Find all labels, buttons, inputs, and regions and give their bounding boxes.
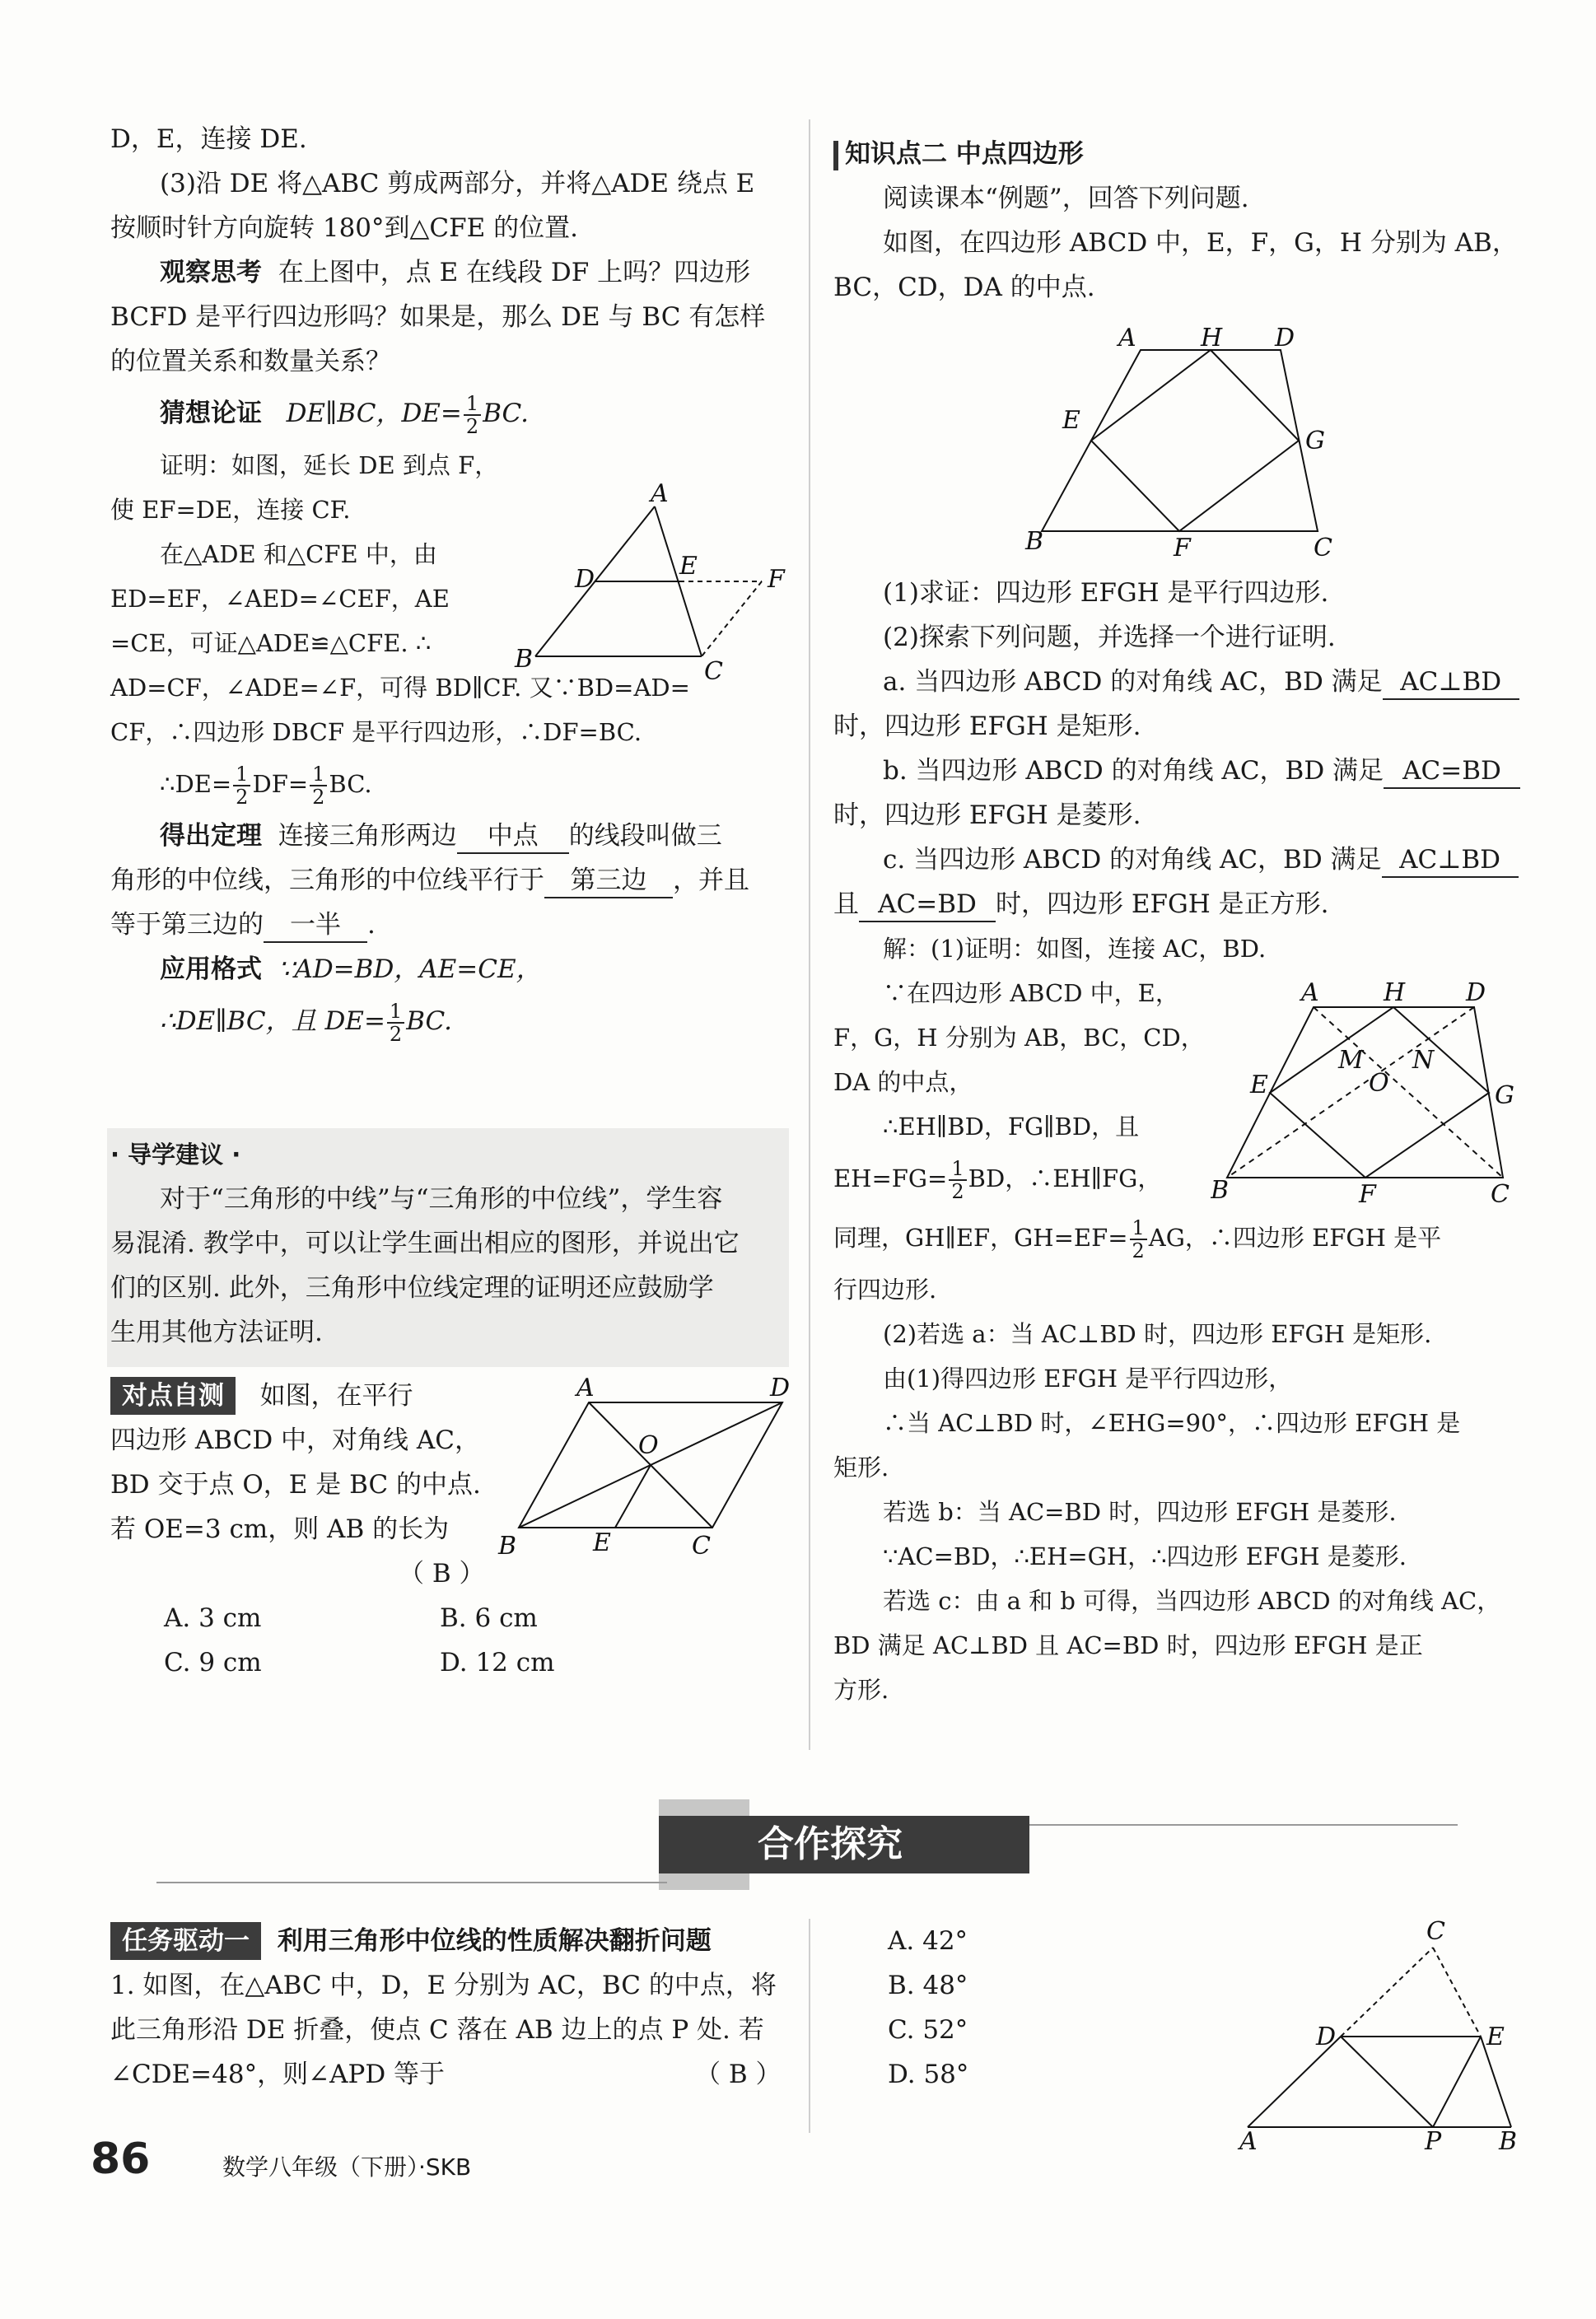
tip-line: 们的区别. 此外，三角形中位线定理的证明还应鼓励学 (110, 1273, 714, 1303)
text-line: 方形. (833, 1676, 889, 1704)
text-line: 矩形. (833, 1453, 889, 1481)
text-line: (3)沿 DE 将△ABC 剪成两部分，并将△ADE 绕点 E (160, 169, 755, 198)
label-G: G (1495, 1081, 1514, 1110)
answer-blank: 第三边 (544, 864, 673, 898)
label-E: E (1250, 1071, 1268, 1099)
fold-triangle-figure (1235, 1915, 1540, 2153)
answer: （ B ） (399, 1559, 485, 1589)
text-line: (2)若选 a：当 AC⊥BD 时，四边形 EFGH 是矩形. (883, 1320, 1432, 1348)
text: BD，∴EH∥FG， (968, 1164, 1162, 1192)
book-title: 数学八年级（下册）·SKB (222, 2153, 472, 2181)
text-line: (1)求证：四边形 EFGH 是平行四边形. (883, 578, 1329, 608)
text-line: BCFD 是平行四边形吗？如果是，那么 DE 与 BC 有怎样 (110, 302, 766, 332)
text: DF= (252, 770, 309, 798)
column-divider (809, 119, 810, 1750)
answer-blank: AC=BD (1384, 754, 1520, 789)
text-line: BD 满足 AC⊥BD 且 AC=BD 时，四边形 EFGH 是正 (833, 1631, 1423, 1659)
text: ∠CDE=48°，则∠APD 等于 (110, 2060, 446, 2089)
text-line: DA 的中点， (833, 1068, 973, 1096)
text-line: ∴当 AC⊥BD 时，∠EHG=90°，∴四边形 EFGH 是 (883, 1409, 1461, 1437)
label-C: C (1491, 1180, 1510, 1209)
label-M: M (1338, 1046, 1364, 1075)
theorem-label: 得出定理 (160, 821, 262, 851)
text-line: 若 OE=3 cm，则 AB 的长为 (110, 1514, 450, 1544)
text-line: ∵AC=BD，∴EH=GH，∴四边形 EFGH 是菱形. (883, 1542, 1407, 1570)
text-line: 此三角形沿 DE 折叠，使点 C 落在 AB 边上的点 P 处. 若 (110, 2015, 764, 2045)
triangle-figure (511, 482, 799, 684)
label-E: E (593, 1528, 611, 1557)
label-A: A (651, 482, 669, 508)
option-c: C. 52° (888, 2015, 968, 2045)
text: 同理，GH∥EF，GH=EF= (833, 1224, 1128, 1252)
label-B: B (1499, 2127, 1518, 2153)
answer: （ B ） (695, 2060, 782, 2089)
tip-line: 对于“三角形的中线”与“三角形的中位线”，学生容 (160, 1184, 723, 1214)
tip-line: 生用其他方法证明. (110, 1318, 323, 1347)
label-F: F (1174, 534, 1191, 562)
label-B: B (498, 1532, 517, 1561)
label-D: D (1466, 978, 1486, 1007)
task-options (888, 1919, 1052, 2097)
tip-content (110, 1132, 786, 1355)
text-line: 的位置关系和数量关系？ (110, 347, 391, 376)
text-line: CF，∴四边形 DBCF 是平行四边形，∴DF=BC. (110, 718, 642, 746)
text-line: F，G，H 分别为 AB，BC，CD， (833, 1024, 1205, 1052)
text-line: 若选 b：当 AC=BD 时，四边形 EFGH 是菱形. (883, 1498, 1397, 1526)
tip-line: 易混淆. 教学中，可以让学生画出相应的图形，并说出它 (110, 1229, 740, 1258)
label-G: G (1305, 427, 1325, 455)
label-C: C (1426, 1917, 1445, 1946)
parallelogram-figure (494, 1371, 799, 1565)
text: AG，∴四边形 EFGH 是平 (1148, 1224, 1442, 1252)
text: ∴DE= (160, 770, 232, 798)
fraction: $\frac{1}{2}$ (233, 763, 250, 808)
text: DE∥BC，DE= (286, 399, 462, 428)
answer-blank: 中点 (457, 819, 569, 854)
label-H: H (1201, 324, 1223, 352)
guess-label: 猜想论证 (160, 399, 262, 428)
text: 的线段叫做三 (568, 821, 722, 851)
text-line: 按顺时针方向旋转 180°到△CFE 的位置. (110, 213, 578, 243)
tip-title: · 导学建议 · (110, 1141, 241, 1169)
label-F: F (1359, 1180, 1376, 1209)
text: BC. (483, 399, 530, 428)
text-line: BD 交于点 O，E 是 BC 的中点. (110, 1470, 481, 1500)
text: 如图，在平行 (259, 1381, 413, 1411)
text-line: 阅读课本“例题”，回答下列问题. (883, 184, 1249, 213)
text-line: =CE，可证△ADE≌△CFE. ∴ (110, 629, 432, 657)
text-line: BC，CD，DA 的中点. (833, 273, 1095, 302)
quadrilateral-solution-figure (1211, 976, 1524, 1215)
text-line: 四边形 ABCD 中，对角线 AC， (110, 1425, 480, 1455)
label-A: A (576, 1374, 595, 1402)
label-B: B (515, 645, 534, 674)
section-title: 知识点二 中点四边形 (845, 139, 1084, 169)
text: ∴DE∥BC，且 DE= (160, 1006, 385, 1036)
quadrilateral-figure (1013, 317, 1342, 564)
text-line: 行四边形. (833, 1276, 937, 1304)
text: c. 当四边形 ABCD 的对角线 AC，BD 满足 (883, 845, 1382, 875)
fraction: $\frac{1}{2}$ (464, 393, 481, 437)
option-a: A. 3 cm (164, 1603, 262, 1633)
task-section (110, 1919, 794, 2097)
fraction: $\frac{1}{2}$ (1130, 1217, 1147, 1262)
text: EH=FG= (833, 1164, 948, 1192)
fraction: $\frac{1}{2}$ (949, 1158, 966, 1202)
label-E: E (1062, 406, 1080, 435)
text-line: ED=EF，∠AED=∠CEF，AE (110, 585, 450, 613)
text-line: (2)探索下列问题，并选择一个进行证明. (883, 623, 1336, 652)
option-d: D. 12 cm (440, 1648, 555, 1677)
answer-blank: AC⊥BD (1383, 665, 1519, 700)
observe-label: 观察思考 (160, 258, 262, 287)
text: BC. (406, 1006, 453, 1036)
option-d: D. 58° (888, 2060, 969, 2089)
label-C: C (692, 1532, 711, 1561)
text-line: 解：(1)证明：如图，连接 AC，BD. (883, 935, 1267, 963)
text: 角形的中位线，三角形的中位线平行于 (110, 866, 544, 895)
option-b: B. 48° (888, 1971, 968, 2000)
option-c: C. 9 cm (164, 1648, 262, 1677)
section-banner: 合作探究 (659, 1816, 1029, 1873)
text-line: 如图，在四边形 ABCD 中，E，F，G，H 分别为 AB， (883, 228, 1518, 258)
text-line: 1. 如图，在△ABC 中，D，E 分别为 AC，BC 的中点，将 (110, 1971, 777, 2000)
text-line: 若选 c：由 a 和 b 可得，当四边形 ABCD 的对角线 AC， (883, 1587, 1501, 1615)
answer-blank: 一半 (264, 908, 367, 943)
task-tag: 任务驱动一 (110, 1922, 261, 1960)
text-line: 时，四边形 EFGH 是矩形. (833, 712, 1141, 741)
label-O: O (1369, 1069, 1389, 1098)
text-line: D，E，连接 DE. (110, 124, 307, 154)
label-E: E (1486, 2023, 1505, 2051)
text: a. 当四边形 ABCD 的对角线 AC，BD 满足 (883, 667, 1383, 697)
label-C: C (1314, 534, 1332, 562)
text: b. 当四边形 ABCD 的对角线 AC，BD 满足 (883, 756, 1384, 786)
text: ，并且 (673, 866, 749, 895)
text: 时，四边形 EFGH 是正方形. (996, 889, 1329, 919)
self-test-tag: 对点自测 (110, 1377, 236, 1415)
page-number: 86 (91, 2135, 151, 2184)
text-line: AD=CF，∠ADE=∠F，可得 BD∥CF. 又∵BD=AD= (110, 674, 690, 702)
option-a: A. 42° (888, 1926, 968, 1956)
text: BC. (329, 770, 372, 798)
label-O: O (638, 1431, 659, 1460)
answer-blank: AC⊥BD (1382, 843, 1519, 878)
label-H: H (1384, 978, 1406, 1007)
text-line: ∵在四边形 ABCD 中，E， (883, 979, 1179, 1007)
text-line: ∴EH∥BD，FG∥BD，且 (883, 1113, 1140, 1141)
label-P: P (1425, 2127, 1442, 2153)
text: 在上图中，点 E 在线段 DF 上吗？四边形 (278, 258, 751, 287)
label-A: A (1118, 324, 1136, 352)
text-line: 由(1)得四边形 EFGH 是平行四边形， (883, 1365, 1293, 1393)
text: 等于第三边的 (110, 910, 264, 940)
option-b: B. 6 cm (440, 1603, 538, 1633)
text-line: 在△ADE 和△CFE 中，由 (160, 540, 437, 568)
label-B: B (1211, 1176, 1230, 1205)
label-D: D (1316, 2023, 1337, 2051)
text: ∵AD=BD，AE=CE， (278, 954, 542, 984)
label-D: D (575, 565, 595, 594)
label-A: A (1301, 978, 1319, 1007)
text-line: 使 EF=DE，连接 CF. (110, 496, 351, 524)
label-F: F (768, 565, 785, 594)
text: 连接三角形两边 (278, 821, 457, 851)
label-B: B (1025, 527, 1044, 556)
label-D: D (1275, 324, 1295, 352)
right-column (833, 132, 1517, 310)
label-D: D (770, 1374, 791, 1402)
apply-label: 应用格式 (160, 954, 262, 984)
label-C: C (704, 657, 723, 684)
label-E: E (679, 552, 698, 581)
task-title: 利用三角形中位线的性质解决翻折问题 (277, 1926, 712, 1956)
column-divider (809, 1919, 810, 2133)
fraction: $\frac{1}{2}$ (310, 763, 327, 808)
banner-rule-left (156, 1882, 667, 1883)
text-line: 时，四边形 EFGH 是菱形. (833, 800, 1141, 830)
text-line: 证明：如图，延长 DE 到点 F， (160, 451, 499, 479)
text: . (367, 910, 376, 940)
fraction: $\frac{1}{2}$ (387, 1001, 404, 1045)
text: 且 (833, 889, 859, 919)
label-A: A (1239, 2127, 1258, 2153)
label-N: N (1412, 1046, 1435, 1075)
answer-blank: AC=BD (859, 888, 996, 922)
banner-rule-right (1029, 1824, 1458, 1826)
